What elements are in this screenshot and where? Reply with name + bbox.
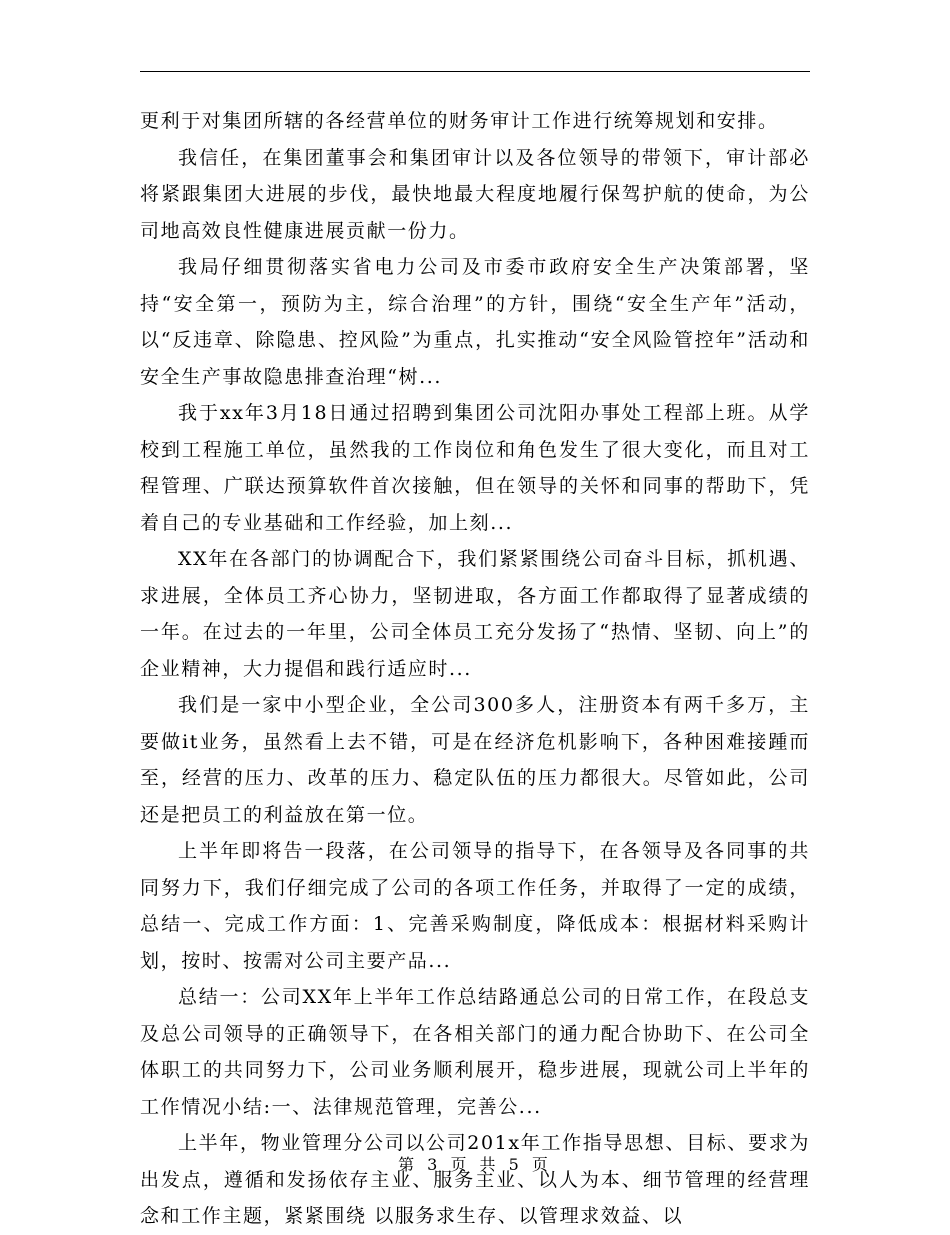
- paragraph-5: XX年在各部门的协调配合下，我们紧紧围绕公司奋斗目标，抓机遇、求进展，全体员工齐心协力，坚韧进取，各方面工作都取得了显著成绩的一年。在过去的一年里，公司全体员工充分发扬了“热情、坚韧、向上”的企业精神，大力提倡和践行适应时...: [140, 548, 810, 680]
- page-number-footer: 第 3 页 共 5 页: [398, 1155, 552, 1174]
- paragraph-3: 我局仔细贯彻落实省电力公司及市委市政府安全生产决策部署，坚持“安全第一，预防为主，综合治理”的方针，围绕“安全生产年”活动，以“反违章、除隐患、控风险”为重点，扎实推动“安全风险管控年”活动和安全生产事故隐患排查治理“树...: [140, 256, 810, 388]
- paragraph-1: 更利于对集团所辖的各经营单位的财务审计工作进行统筹规划和安排。: [140, 110, 779, 132]
- paragraph-2: 我信任，在集团董事会和集团审计以及各位领导的带领下，审计部必将紧跟集团大进展的步伐，最快地最大程度地履行保驾护航的使命，为公司地高效良性健康进展贡献一份力。: [140, 146, 810, 242]
- paragraph-4: 我于xx年3月18日通过招聘到集团公司沈阳办事处工程部上班。从学校到工程施工单位，虽然我的工作岗位和角色发生了很大变化，而且对工程管理、广联达预算软件首次接触，但在领导的关怀和同事的帮助下，凭着自己的专业基础和工作经验，加上刻...: [140, 402, 810, 534]
- header-rule: [140, 71, 810, 72]
- document-body: [140, 103, 810, 1235]
- paragraph-7: 上半年即将告一段落，在公司领导的指导下，在各领导及各同事的共同努力下，我们仔细完成了公司的各项工作任务，并取得了一定的成绩，总结一、完成工作方面：1、完善采购制度，降低成本：根据材料采购计划，按时、按需对公司主要产品...: [140, 840, 810, 972]
- paragraph-8: 总结一：公司XX年上半年工作总结路通总公司的日常工作，在段总支及总公司领导的正确领导下，在各相关部门的通力配合协助下、在公司全体职工的共同努力下，公司业务顺利展开，稳步进展，现就公司上半年的工作情况小结:一、法律规范管理，完善公...: [140, 986, 810, 1118]
- paragraph-6: 我们是一家中小型企业，全公司300多人，注册资本有两千多万，主要做it业务，虽然看上去不错，可是在经济危机影响下，各种困难接踵而至，经营的压力、改革的压力、稳定队伍的压力都很大。尽管如此，公司还是把员工的利益放在第一位。: [140, 694, 810, 826]
- paragraph-9: 上半年，物业管理分公司以公司201x年工作指导思想、目标、要求为出发点，遵循和发扬依存主业、服务主业、以人为本、细节管理的经营理念和工作主题，紧紧围绕 以服务求生存、以管理求效益、以: [140, 1132, 810, 1227]
